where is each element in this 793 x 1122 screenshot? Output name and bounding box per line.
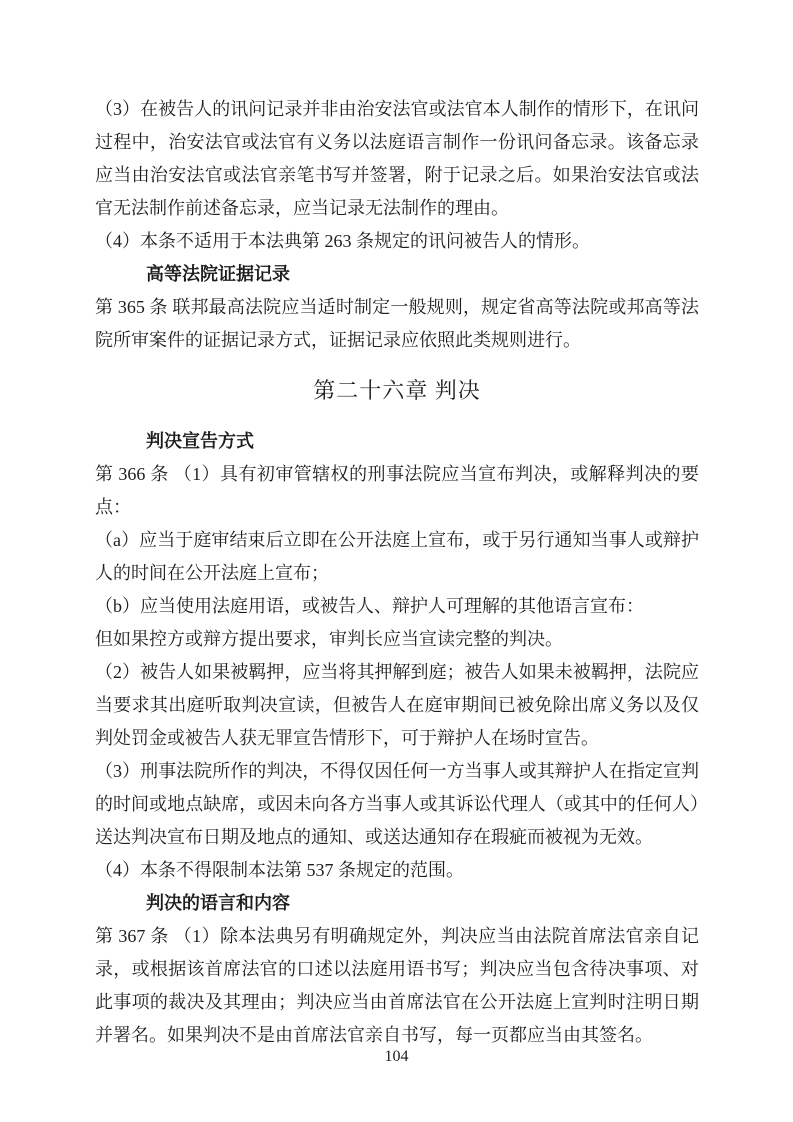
page-number: 104 [384, 1048, 409, 1065]
chapter-title-judgment: 第二十六章 判决 [313, 378, 481, 403]
paragraph-article-not-applicable: （4）本条不适用于本法典第 263 条规定的讯问被告人的情形。 [95, 231, 590, 251]
section-heading-judgment-language-content: 判决的语言和内容 [146, 893, 290, 913]
document-body [95, 93, 699, 1052]
section-heading-judgment-pronouncement: 判决宣告方式 [146, 431, 254, 451]
paragraph-article-366-1: 第 366 条 （1）具有初审管辖权的刑事法院应当宣布判决，或解释判决的要点： [95, 464, 699, 517]
paragraph-article-365: 第 365 条 联邦最高法院应当适时制定一般规则，规定省高等法院或邦高等法院所审案件的证据记录方式，证据记录应依照此类规则进行。 [95, 297, 699, 350]
paragraph-article-366-1a: （a）应当于庭审结束后立即在公开法庭上宣布，或于另行通知当事人或辩护人的时间在公开法庭上宣布； [95, 530, 699, 583]
section-heading-high-court-evidence-record: 高等法院证据记录 [146, 264, 290, 284]
page-footer [0, 1039, 793, 1072]
paragraph-interrogation-record: （3）在被告人的讯问记录并非由治安法官或法官本人制作的情形下，在讯问过程中，治安法官或法官有义务以法庭语言制作一份讯问备忘录。该备忘录应当由治安法官或法官亲笔书写并签署，附于记录之后。如果治安法官或法官无法制作前述备忘录，应当记录无法制作的理由。 [95, 99, 699, 218]
paragraph-article-366-2: （2）被告人如果被羁押，应当将其押解到庭；被告人如果未被羁押，法院应当要求其出庭听取判决宣读，但被告人在庭审期间已被免除出席义务以及仅判处罚金或被告人获无罪宣告情形下，可于辩护人在场时宣告。 [95, 662, 699, 748]
paragraph-article-366-1b: （b）应当使用法庭用语，或被告人、辩护人可理解的其他语言宣布： [95, 596, 644, 616]
paragraph-article-367-1: 第 367 条 （1）除本法典另有明确规定外，判决应当由法院首席法官亲自记录，或根据该首席法官的口述以法庭用语书写；判决应当包含待决事项、对此事项的裁决及其理由；判决应当由首席法官在公开法庭上宣判时注明日期并署名。如果判决不是由首席法官亲自书写，每一页都应当由其签名。 [95, 926, 699, 1045]
paragraph-article-366-3: （3）刑事法院所作的判决，不得仅因任何一方当事人或其辩护人在指定宣判的时间或地点缺席，或因未向各方当事人或其诉讼代理人（或其中的任何人）送达判决宣布日期及地点的通知、或送达通知存在瑕疵而被视为无效。 [95, 761, 699, 847]
paragraph-article-366-4: （4）本条不得限制本法第 537 条规定的范围。 [95, 860, 464, 880]
paragraph-article-366-proviso: 但如果控方或辩方提出要求，审判长应当宣读完整的判决。 [95, 629, 563, 649]
